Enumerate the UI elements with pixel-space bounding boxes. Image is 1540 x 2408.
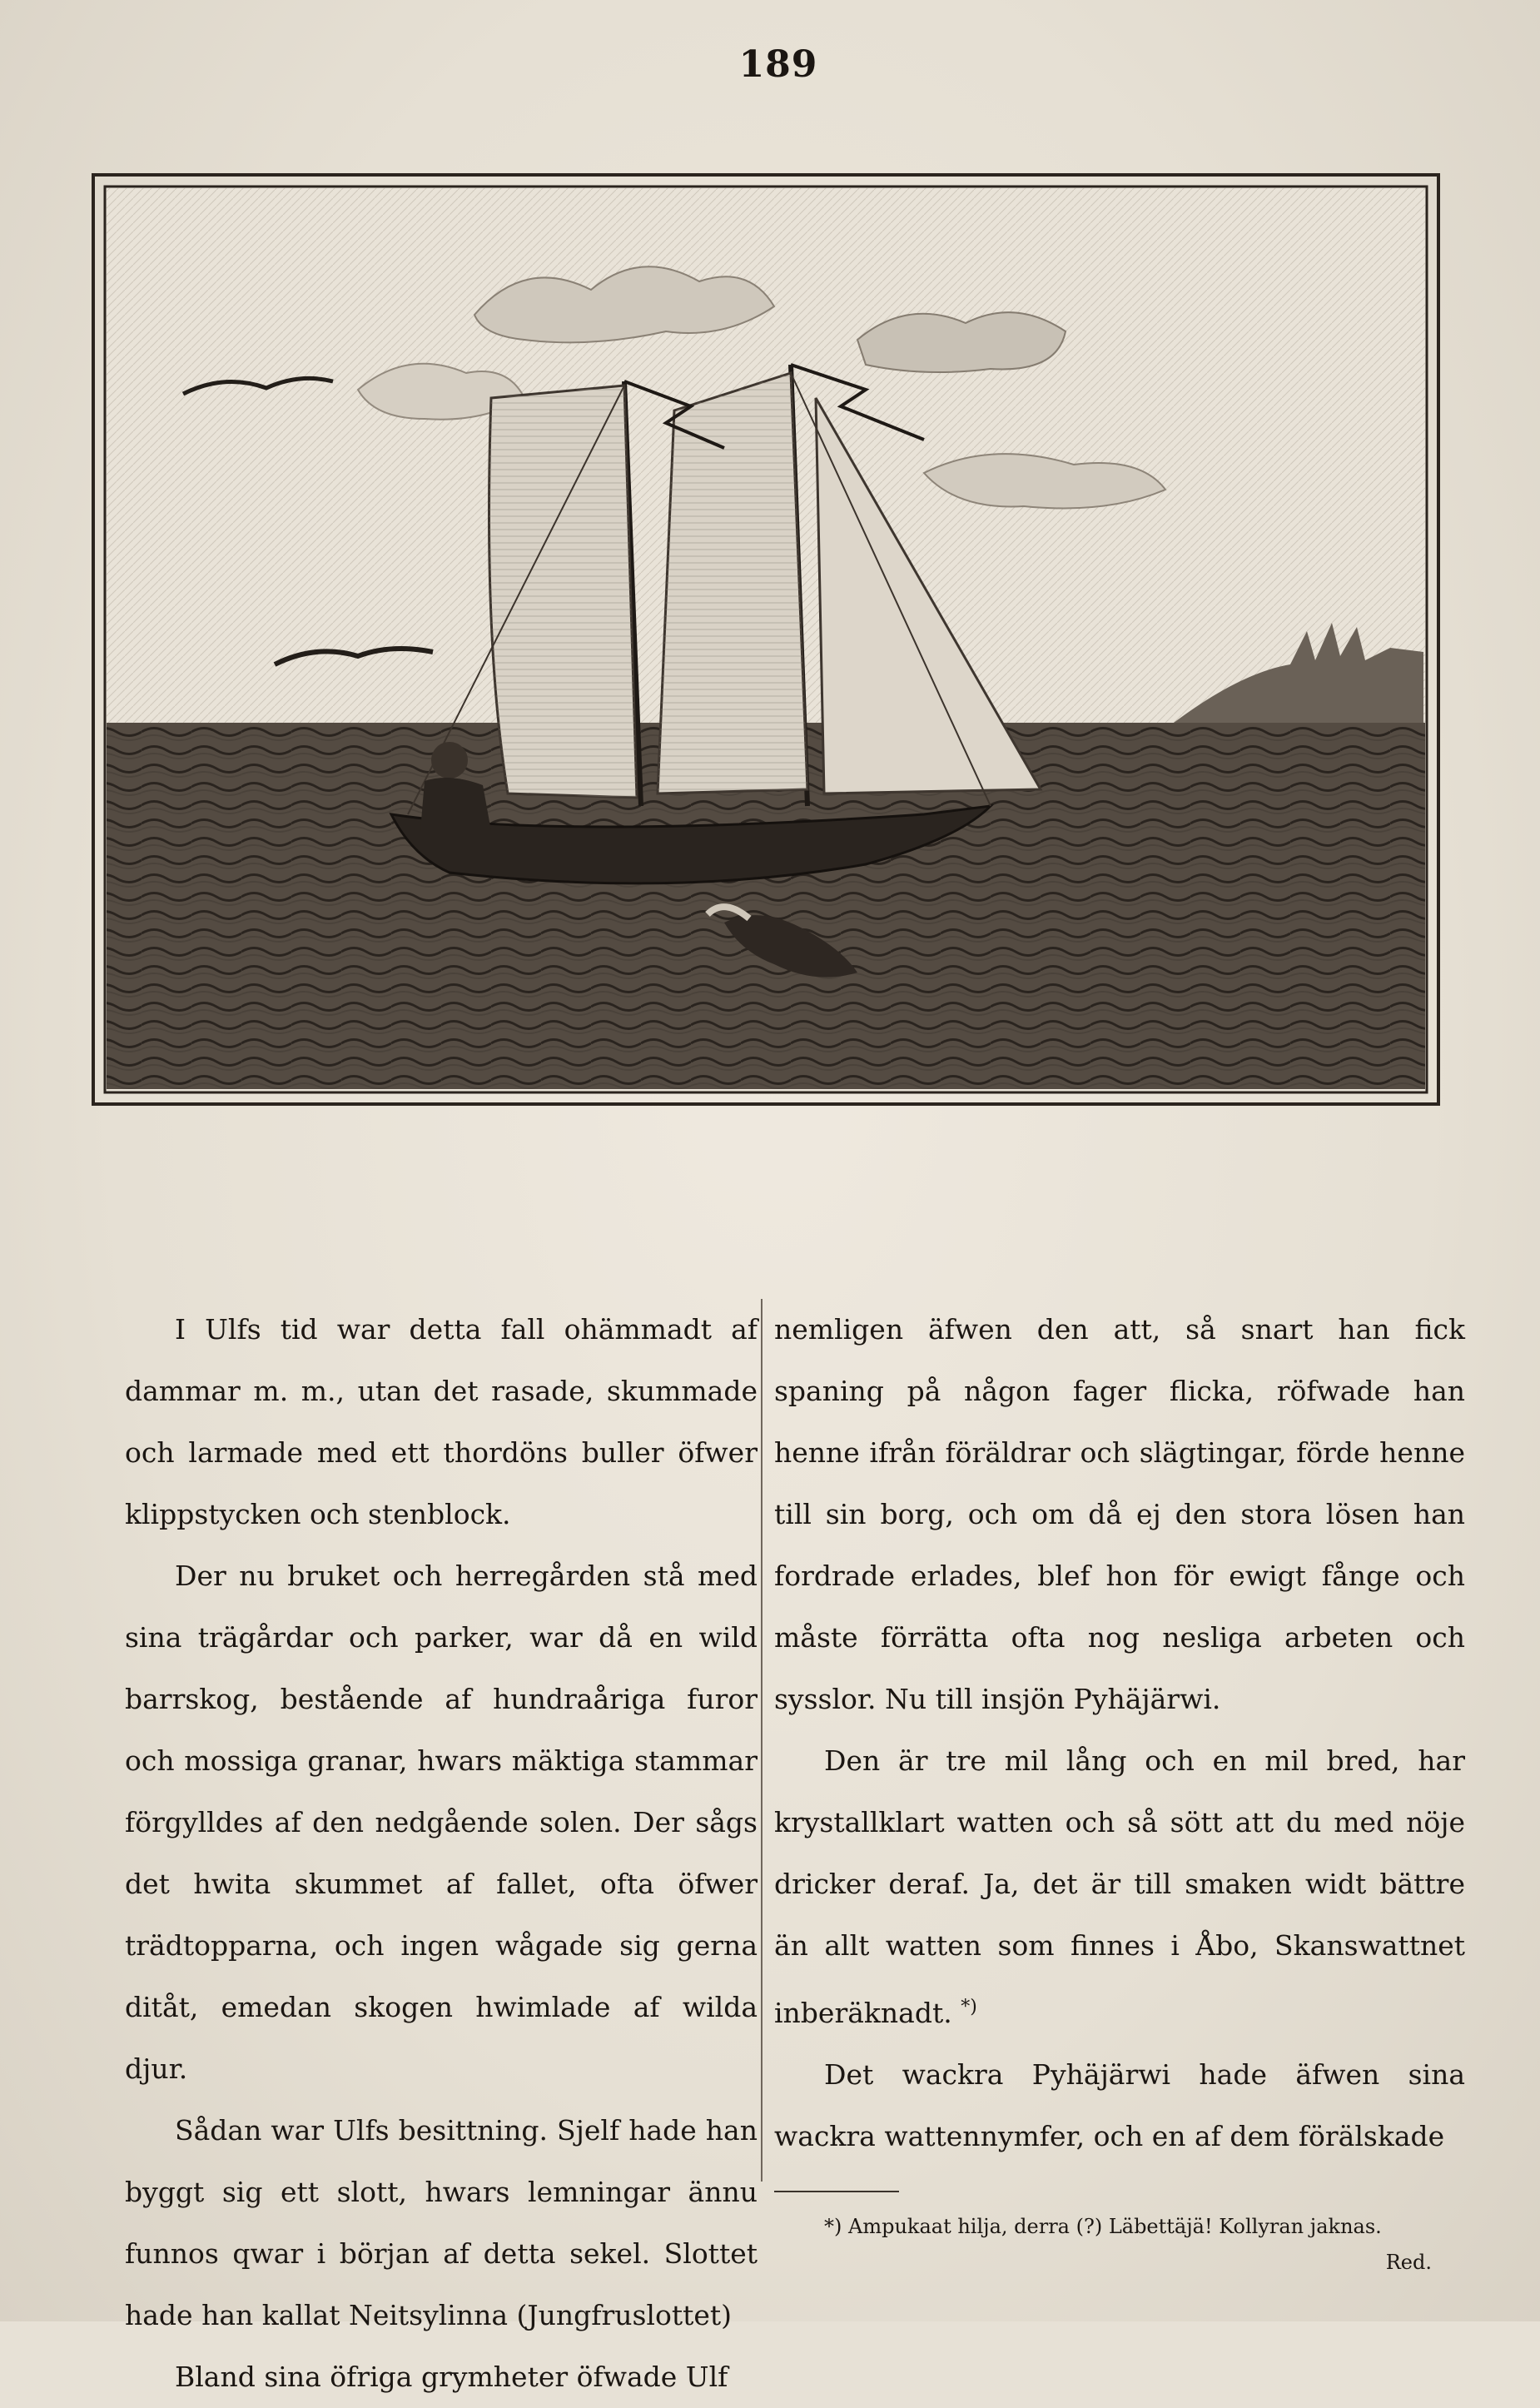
page-number: 189 <box>738 43 818 86</box>
cloud <box>857 312 1066 372</box>
paragraph: Sådan war Ulfs besittning. Sjelf hade han byggt sig ett slott, hwars lemningar ännu funnos qwar i början af detta sekel. Slottet hade han kallat Neitsylinna (Jungfruslottet) <box>125 2114 758 2331</box>
paragraph-text: Den är tre mil lång och en mil bred, har krystallklart watten och så sött att du med nöje dricker deraf. Ja, det är till smaken widt bättre än allt watten som finnes i Åbo, Skanswattnet inberäknadt. <box>774 1744 1465 2029</box>
paragraph: nemligen äfwen den att, så snart han fick spaning på någon fager flicka, röfwade han henne ifrån föräldrar och slägtingar, förde henne till sin borg, och om då ej den stora lösen han fordrade erlades, blef hon för ewigt fånge och måste förrätta ofta nog nesliga arbeten och sysslor. Nu till insjön Pyhäjärwi. <box>774 1313 1465 1715</box>
left-column <box>125 1299 758 2408</box>
text-columns <box>125 1299 1465 2393</box>
right-column <box>774 1299 1465 2279</box>
paragraph: Det wackra Pyhäjärwi hade äfwen sina wackra wattennymfer, och en af dem förälskade <box>774 2058 1465 2152</box>
footnote-marker: *) <box>961 1997 977 2017</box>
footnote: *) Ampukaat hilja, derra (?) Läbettäjä! Kollyran jaknas. <box>824 2215 1382 2238</box>
paragraph: Der nu bruket och herregården stå med sina trägårdar och parker, war då en wild barrskog, bestående af hundraåriga furor och mossiga granar, hwars mäktiga stammar förgylldes af den nedgående solen. Der sågs det hwita skummet af fallet, ofta öfwer trädtopparna, och ingen wågade sig gerna ditåt, emedan skogen hwimlade af wilda djur. <box>125 1560 758 2085</box>
paragraph: Bland sina öfriga grymheter öfwade Ulf <box>175 2361 728 2393</box>
paragraph: I Ulfs tid war detta fall ohämmadt af dammar m. m., utan det rasade, skummade och larmade med ett thordöns buller öfwer klippstycken och stenblock. <box>125 1313 758 1530</box>
sailor-body <box>420 778 491 831</box>
footnote-signature: Red. <box>1385 2251 1432 2274</box>
column-divider <box>761 1299 763 2182</box>
engraving-illustration <box>92 173 1440 1106</box>
footnote-rule <box>774 2191 899 2192</box>
paragraph <box>774 1730 1465 2044</box>
sailor-head <box>431 742 468 779</box>
